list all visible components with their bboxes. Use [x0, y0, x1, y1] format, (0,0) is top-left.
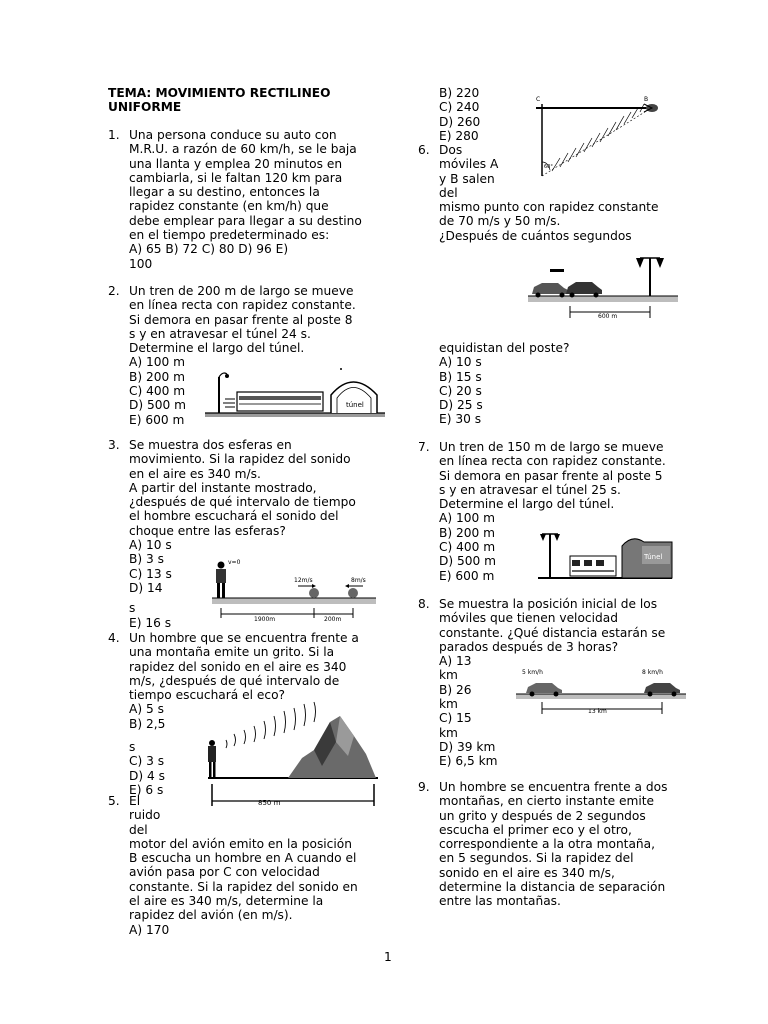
text-line: avión pasa por C con velocidad — [129, 865, 320, 880]
page-number: 1 — [384, 950, 392, 964]
question-text — [129, 128, 362, 271]
tunnel-icon — [331, 382, 377, 413]
answer-option: D) 25 s — [439, 398, 483, 413]
text-line: Un tren de 200 m de largo se mueve — [129, 284, 354, 298]
question-number: 7. — [418, 440, 430, 454]
answer-option: B) 2,5 — [129, 716, 166, 731]
text-line: sonido en el aire es 340 m/s, — [439, 865, 615, 880]
text-line: rapidez constante (en km/h) que — [129, 199, 329, 214]
train-tunnel-figure-2 — [536, 528, 674, 582]
title-line-2: UNIFORME — [108, 100, 182, 115]
text-line: ruido — [129, 808, 161, 823]
distance-label: 600 m — [598, 313, 618, 320]
text-line: Determine el largo del túnel. — [439, 497, 615, 512]
answer-option: C) 400 m — [129, 384, 186, 399]
mountain-icon — [288, 716, 376, 778]
lamp-post-icon — [636, 258, 664, 296]
text-line: el hombre escuchará el sonido del — [129, 509, 339, 524]
text-line: de 70 m/s y 50 m/s. — [439, 214, 561, 229]
text-line: ¿Después de cuántos segundos — [439, 228, 632, 243]
distance-2-label: 200m — [324, 616, 342, 623]
answer-option: A) 13 — [439, 654, 472, 669]
answer-option: D) 4 s — [129, 768, 165, 783]
lamp-post-icon — [540, 534, 560, 578]
text-line: una montaña emite un grito. Si la — [129, 645, 335, 660]
answer-options: A) 65 B) 72 C) 80 D) 96 E) — [129, 242, 289, 257]
text-line: Se muestra la posición inicial de los — [439, 597, 658, 611]
answer-option: E) 6,5 km — [439, 754, 498, 769]
point-b-label: B — [644, 96, 649, 103]
answer-option: A) 10 s — [129, 538, 172, 553]
distance-1-label: 1900m — [254, 616, 276, 623]
text-line: entre las montañas. — [439, 894, 561, 909]
text-line: tiempo escuchará el eco? — [129, 688, 286, 703]
tunnel-label: túnel — [346, 401, 364, 409]
text-line: Un hombre que se encuentra frente a — [129, 631, 359, 645]
answer-option: C) 20 s — [439, 383, 482, 398]
text-line: en 5 segundos. Si la rapidez del — [439, 851, 634, 866]
answer-option: B) 15 s — [439, 369, 482, 384]
text-line: mismo punto con rapidez constante — [439, 200, 659, 215]
tunnel-icon — [622, 539, 672, 578]
text-line: del — [439, 185, 458, 200]
answer-option: B) 200 m — [439, 525, 495, 540]
text-line: Un tren de 150 m de largo se mueve — [439, 440, 664, 454]
velocity-1-label: 12m/s — [294, 577, 313, 584]
velocity-1-label: 5 km/h — [522, 669, 543, 676]
text-line: m/s, ¿después de qué intervalo de — [129, 673, 340, 688]
cars-distance-figure — [514, 664, 688, 716]
answer-option: B) 200 m — [129, 369, 185, 384]
text-line: constante. ¿Qué distancia estarán se — [439, 625, 666, 640]
text-line: motor del avión emito en la posición — [129, 836, 352, 851]
text-line: correspondiente a la otra montaña, — [439, 837, 655, 852]
text-line: A partir del instante mostrado, — [129, 480, 317, 495]
text-line: parados después de 3 horas? — [439, 639, 619, 654]
point-c-label: C — [536, 96, 541, 103]
text-line: Un hombre se encuentra frente a dos — [439, 780, 668, 794]
text-line: escucha el primer eco y el otro, — [439, 822, 632, 837]
answer-option: D) 260 — [439, 114, 481, 129]
answer-option: A) 170 — [129, 922, 170, 937]
answer-option: A) 100 m — [129, 355, 185, 370]
question-6-options — [439, 341, 569, 427]
text-line: el aire es 340 m/s, determine la — [129, 894, 324, 909]
answer-option: km — [439, 668, 458, 683]
text-line: determine la distancia de separación — [439, 880, 666, 895]
train-icon — [570, 556, 616, 576]
answer-option: D) 39 km — [439, 739, 496, 754]
answer-option: E) 600 m — [129, 412, 185, 427]
text-line: El — [129, 794, 141, 808]
text-line: choque entre las esferas? — [129, 523, 286, 538]
tunnel-label: Túnel — [644, 553, 663, 561]
answer-option: B) 3 s — [129, 552, 164, 567]
text-line: cambiarla, si le faltan 120 km para — [129, 170, 343, 185]
answer-option: B) 26 — [439, 682, 472, 697]
page-title — [108, 86, 330, 115]
answer-option: E) 30 s — [439, 412, 482, 427]
text-line: Se muestra dos esferas en — [129, 438, 292, 452]
text-line: móviles que tienen velocidad — [439, 611, 618, 626]
answer-option: A) 10 s — [439, 355, 482, 370]
answer-option: D) 500 m — [129, 398, 187, 413]
text-line: en el tiempo predeterminado es: — [129, 228, 330, 243]
text-line: del — [129, 822, 148, 837]
v0-label: v=0 — [228, 559, 241, 566]
sound-waves-icon — [226, 702, 316, 748]
question-number: 8. — [418, 597, 430, 611]
text-line: una llanta y emplea 20 minutos en — [129, 156, 343, 171]
answer-option: E) 6 s — [129, 782, 164, 797]
text-line: un grito y después de 2 segundos — [439, 808, 646, 823]
text-line: M.R.U. a razón de 60 km/h, se le baja — [129, 142, 357, 157]
answer-options: 100 — [129, 256, 153, 271]
text-line: Dos — [439, 143, 463, 157]
question-number: 5. — [108, 794, 120, 808]
answer-option: km — [439, 725, 458, 740]
text-line: Si demora en pasar frente al poste 5 — [439, 468, 663, 483]
question-number: 4. — [108, 631, 120, 645]
question-text — [129, 794, 358, 937]
answer-option: C) 240 — [439, 100, 480, 115]
distance-label: 13 km — [588, 708, 607, 715]
cars-pole-figure — [524, 250, 682, 322]
man-icon — [216, 562, 226, 599]
car-a-icon — [532, 283, 568, 298]
answer-option: C) 3 s — [129, 754, 165, 769]
answer-option: E) 600 m — [439, 568, 495, 583]
train-tunnel-figure — [205, 365, 385, 421]
answer-option: D) 14 — [129, 580, 163, 595]
text-line: en línea recta con rapidez constante. — [129, 298, 356, 313]
text-line: montañas, en cierto instante emite — [439, 794, 655, 809]
question-5-options-continued — [439, 86, 480, 143]
answer-option: C) 13 s — [129, 566, 172, 581]
text-line: rapidez del sonido en el aire es 340 — [129, 659, 347, 674]
answer-option: C) 15 — [439, 711, 472, 726]
sphere-1-icon — [309, 588, 319, 598]
text-line: Determine el largo del túnel. — [129, 341, 305, 356]
text-line: rapidez del avión (en m/s). — [129, 908, 293, 923]
answer-option: km — [439, 697, 458, 712]
man-icon — [208, 740, 216, 778]
velocity-2-label: 8 km/h — [642, 669, 663, 676]
ground — [205, 413, 385, 417]
text-line: Si demora en pasar frente al poste 8 — [129, 312, 353, 327]
text-line: constante. Si la rapidez del sonido en — [129, 879, 358, 894]
airplane-icon — [644, 104, 658, 112]
question-number: 9. — [418, 780, 430, 794]
text-line: equidistan del poste? — [439, 341, 570, 355]
question-number: 2. — [108, 284, 120, 298]
question-text — [439, 143, 658, 243]
question-number: 3. — [108, 438, 120, 452]
distance-label: 850 m — [258, 799, 281, 807]
text-line: en línea recta con rapidez constante. — [439, 454, 666, 469]
text-line: s y en atravesar el túnel 25 s. — [439, 482, 621, 497]
text-line: llegar a su destino, entonces la — [129, 185, 320, 200]
answer-option: B) 220 — [439, 86, 480, 100]
text-line: debe emplear para llegar a su destino — [129, 213, 362, 228]
question-number: 6. — [418, 143, 430, 157]
answer-option: E) 280 — [439, 128, 479, 143]
text-line: ¿después de qué intervalo de tiempo — [129, 495, 356, 510]
title-line-1: TEMA: MOVIMIENTO RECTILINEO — [108, 86, 331, 100]
text-line: s y en atravesar el túnel 24 s. — [129, 326, 311, 341]
text-line: B escucha un hombre en A cuando el — [129, 851, 357, 866]
answer-option: D) 500 m — [439, 554, 497, 569]
spheres-figure — [208, 556, 378, 622]
text-line: movimiento. Si la rapidez del sonido — [129, 452, 351, 467]
text-line: móviles A — [439, 157, 499, 172]
text-line: en el aire es 340 m/s. — [129, 466, 261, 481]
answer-option: A) 5 s — [129, 702, 164, 717]
train-icon — [223, 392, 323, 411]
question-text — [439, 780, 667, 909]
text-line: Una persona conduce su auto con — [129, 128, 337, 142]
answer-option: C) 400 m — [439, 540, 496, 555]
car-b-icon — [566, 282, 602, 298]
velocity-2-label: 8m/s — [351, 577, 366, 584]
answer-option: s — [129, 740, 136, 755]
angle-label: 60° — [544, 164, 553, 170]
answer-option: A) 100 m — [439, 511, 495, 526]
question-number: 1. — [108, 128, 120, 142]
sphere-2-icon — [348, 588, 358, 598]
text-line: y B salen — [439, 171, 495, 186]
answer-option: E) 16 s — [129, 615, 172, 630]
answer-option: s — [129, 601, 136, 616]
